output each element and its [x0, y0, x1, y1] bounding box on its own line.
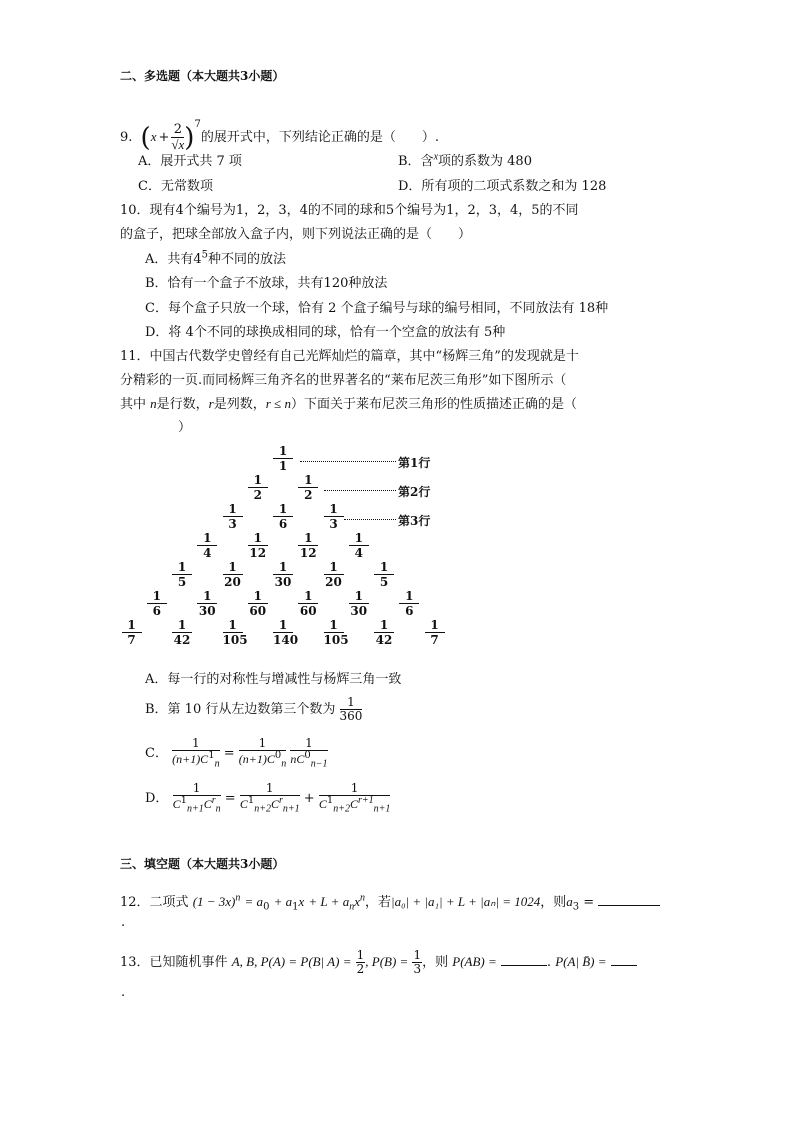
q10-option-c: C．每个盒子只放一个球，恰有 2 个盒子编号与球的编号相同，不同放法有 18种 — [145, 301, 609, 316]
triangle-denominator: 6 — [273, 516, 293, 531]
row-2-leader — [324, 490, 396, 491]
triangle-denominator: 42 — [173, 633, 191, 647]
triangle-numerator: 1 — [278, 444, 288, 458]
triangle-numerator: 1 — [177, 618, 187, 632]
q10-option-b: B．恰有一个盒子不放球，共有120种放法 — [145, 276, 388, 291]
triangle-denominator: 60 — [299, 604, 317, 618]
triangle-entry — [316, 502, 352, 531]
triangle-denominator: 30 — [350, 604, 368, 618]
triangle-denominator: 6 — [147, 603, 167, 618]
triangle-numerator: 1 — [253, 473, 262, 487]
triangle-entry — [265, 502, 301, 531]
triangle-denominator: 140 — [273, 633, 299, 647]
triangle-entry — [265, 618, 301, 647]
triangle-denominator: 105 — [323, 633, 349, 647]
q11-option-c: C． $\frac{1}{(n+1)C^1_n}$ = $\frac{1}{(n+1)C^0_n}$ $\frac{1}{nC^0_{n-1}}$ — [145, 736, 328, 770]
triangle-numerator: 1 — [354, 589, 363, 603]
triangle-numerator: 1 — [177, 560, 187, 574]
question-11-line-3: 其中 n是行数，r是列数，r ≤ n）下面关于莱布尼茨三角形的性质描述正确的是（ — [120, 396, 577, 412]
question-11-line-2: 分精彩的一页.而同杨辉三角齐名的世界著名的“莱布尼茨三角形”如下图所示（ — [120, 373, 567, 388]
triangle-entry — [341, 531, 377, 560]
triangle-denominator: 6 — [399, 603, 419, 618]
question-11-line-4: ） — [178, 420, 192, 435]
q11-option-b: B．第 10 行从左边数第三个数为 $\frac{1}{360}$ — [145, 695, 363, 723]
triangle-denominator: 12 — [249, 546, 267, 560]
row-3-leader — [344, 519, 396, 520]
triangle-numerator: 1 — [304, 473, 313, 487]
triangle-numerator: 1 — [228, 560, 237, 574]
triangle-numerator: 1 — [329, 502, 338, 516]
triangle-entry — [189, 589, 225, 618]
triangle-entry — [139, 589, 175, 618]
triangle-entry — [240, 473, 276, 502]
triangle-denominator: 30 — [198, 604, 216, 618]
q13-answer-blank-2[interactable] — [611, 965, 637, 966]
q11-option-d: D． $\frac{1}{C^1_{n+1}C^r_n}$ = $\frac{1}{C^1_{n+2}C^r_{n+1}}$ + $\frac{1}{C^1_{n+2}C^{r+1}_{n+1}}$ — [145, 781, 391, 815]
section-2-title: 二、多选题（本大题共3小题） — [120, 69, 285, 83]
q12-answer-blank[interactable] — [598, 905, 660, 906]
triangle-entry — [240, 531, 276, 560]
triangle-denominator: 12 — [299, 546, 317, 560]
triangle-entry — [215, 560, 251, 589]
triangle-numerator: 1 — [152, 589, 161, 603]
triangle-numerator: 1 — [203, 531, 212, 545]
triangle-numerator: 1 — [329, 618, 338, 632]
triangle-numerator: 1 — [278, 502, 288, 516]
q9-option-b: B．含$^x$项的系数为 480 — [398, 151, 532, 169]
question-12: 12．二项式 $(1 - 3x)^n = a_0 + a_1x + L + a_nx^n$，若|a₀| + |a₁| + L + |aₙ| = 1024，则$a_3$ = — [120, 891, 660, 913]
triangle-entry — [290, 531, 326, 560]
triangle-entry — [265, 444, 301, 473]
triangle-denominator: 5 — [374, 574, 394, 589]
question-10-line-1: 10．现有4个编号为1，2，3，4的不同的球和5个编号为1，2，3，4，5的不同 — [120, 203, 579, 218]
triangle-numerator: 1 — [278, 618, 288, 632]
triangle-denominator: 7 — [425, 632, 445, 647]
question-9-text: 的展开式中，下列结论正确的是（ ）. — [200, 130, 439, 145]
triangle-entry — [189, 531, 225, 560]
triangle-denominator: 4 — [349, 545, 369, 560]
triangle-entry — [316, 618, 352, 647]
triangle-numerator: 1 — [304, 589, 313, 603]
triangle-denominator: 60 — [249, 604, 267, 618]
q9-option-a: A．展开式共 7 项 — [138, 154, 242, 169]
triangle-numerator: 1 — [253, 589, 262, 603]
section-3-title: 三、填空题（本大题共3小题） — [120, 857, 285, 871]
triangle-entry — [265, 560, 301, 589]
triangle-denominator: 7 — [122, 632, 142, 647]
triangle-denominator: 3 — [223, 516, 243, 531]
triangle-entry — [366, 560, 402, 589]
triangle-denominator: 2 — [248, 487, 268, 502]
expr-plus: + — [158, 130, 170, 145]
expr-fraction: $\frac{2}{√x}$ — [171, 122, 185, 152]
row-1-leader — [300, 461, 396, 462]
q9-option-d: D．所有项的二项式系数之和为 128 — [398, 179, 607, 194]
triangle-entry — [240, 589, 276, 618]
triangle-numerator: 1 — [278, 560, 288, 574]
triangle-numerator: 1 — [127, 618, 136, 632]
paren-close: ) — [184, 122, 195, 153]
question-9-number: 9. — [120, 130, 133, 145]
row-label-3: 第3行 — [398, 514, 431, 528]
expr-x: x — [150, 129, 157, 144]
q9-option-c: C．无常数项 — [138, 179, 213, 194]
triangle-numerator: 1 — [329, 560, 338, 574]
triangle-denominator: 30 — [274, 575, 292, 589]
row-label-2: 第2行 — [398, 485, 431, 499]
triangle-entry — [290, 473, 326, 502]
paren-open: ( — [140, 122, 151, 153]
triangle-entry — [215, 502, 251, 531]
triangle-numerator: 1 — [405, 589, 414, 603]
q13-answer-blank-1[interactable] — [501, 965, 547, 966]
triangle-denominator: 1 — [273, 458, 293, 473]
q13-trailing-dot: . — [121, 985, 126, 1000]
question-10-line-2: 的盒子，把球全部放入盒子内，则下列说法正确的是（ ） — [120, 227, 472, 242]
triangle-entry — [316, 560, 352, 589]
triangle-denominator: 5 — [172, 574, 192, 589]
triangle-entry — [164, 618, 200, 647]
q12-trailing-dot: . — [121, 915, 126, 930]
triangle-denominator: 20 — [224, 575, 241, 589]
question-11-line-1: 11．中国古代数学史曾经有自己光辉灿烂的篇章，其中“杨辉三角”的发现就是十 — [120, 349, 579, 364]
triangle-denominator: 105 — [222, 633, 248, 647]
triangle-entry — [290, 589, 326, 618]
triangle-entry — [366, 618, 402, 647]
triangle-numerator: 1 — [228, 618, 237, 632]
triangle-numerator: 1 — [203, 589, 212, 603]
triangle-entry — [417, 618, 453, 647]
triangle-numerator: 1 — [354, 531, 363, 545]
triangle-denominator: 4 — [197, 545, 217, 560]
triangle-numerator: 1 — [430, 618, 439, 632]
triangle-numerator: 1 — [379, 618, 389, 632]
triangle-numerator: 1 — [253, 531, 262, 545]
triangle-entry — [215, 618, 251, 647]
question-13: 13．已知随机事件 A, B, P(A) = P(B| A) = $\frac{1}{2}$ , P(B) = $\frac{1}{3}$ ，则 P(AB) = . P(A| B̄) = — [120, 945, 637, 979]
triangle-numerator: 1 — [228, 502, 237, 516]
triangle-denominator: 20 — [325, 575, 342, 589]
triangle-denominator: 42 — [375, 633, 393, 647]
q11-option-a: A．每一行的对称性与增减性与杨辉三角一致 — [145, 672, 402, 687]
triangle-entry — [341, 589, 377, 618]
expr-power: 7 — [194, 119, 201, 130]
triangle-denominator: 2 — [298, 487, 318, 502]
triangle-numerator: 1 — [304, 531, 313, 545]
question-9-stem — [120, 108, 439, 153]
triangle-entry — [164, 560, 200, 589]
q10-option-a: A．共有$4^5$种不同的放法 — [145, 249, 287, 267]
triangle-denominator: 3 — [324, 516, 344, 531]
row-label-1: 第1行 — [398, 456, 431, 470]
triangle-entry — [114, 618, 150, 647]
triangle-entry — [391, 589, 427, 618]
q10-option-d: D．将 4个不同的球换成相同的球，恰有一个空盒的放法有 5种 — [145, 325, 506, 340]
triangle-numerator: 1 — [379, 560, 389, 574]
